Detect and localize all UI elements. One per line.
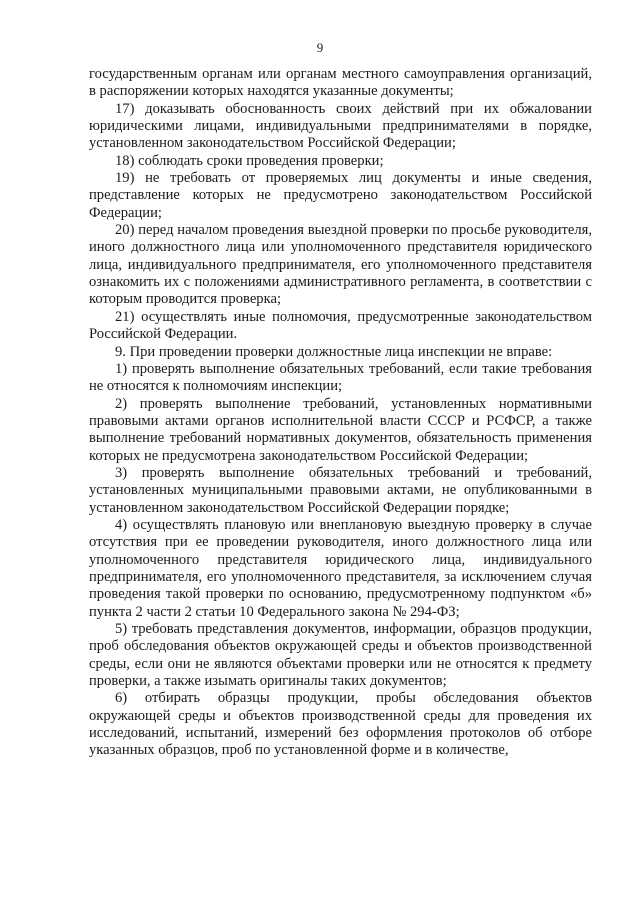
paragraph-prohibition-1: 1) проверять выполнение обязательных требований, если такие требования не относятся к полномочиям инспекции; — [89, 360, 592, 395]
paragraph-item-21: 21) осуществлять иные полномочия, предусмотренные законодательством Российской Федерации. — [89, 308, 592, 343]
paragraph-prohibition-3: 3) проверять выполнение обязательных требований и требований, установленных муниципальными правовыми актами, не опубликованными в установленном законодательством Российской Федерации порядке; — [89, 464, 592, 516]
paragraph-prohibition-4: 4) осуществлять плановую или внеплановую выездную проверку в случае отсутствия при ее проведении руководителя, иного должностного лица или уполномоченного представителя юридического лица, индивидуального предпринимателя, его уполномоченного представителя, за исключением случая проведения такой проверки по основанию, предусмотренному подпунктом «б» пункта 2 части 2 статьи 10 Федерального закона № 294-ФЗ; — [89, 516, 592, 620]
paragraph-prohibition-2: 2) проверять выполнение требований, установленных нормативными правовыми актами органов исполнительной власти СССР и РСФСР, а также выполнение требований нормативных документов, обязательность применения которых не предусмотрена законодательством Российской Федерации; — [89, 395, 592, 464]
paragraph-section-9: 9. При проведении проверки должностные лица инспекции не вправе: — [115, 343, 553, 360]
paragraph-item-18: 18) соблюдать сроки проведения проверки; — [115, 152, 384, 169]
paragraph-prohibition-5: 5) требовать представления документов, информации, образцов продукции, проб обследования объектов окружающей среды и объектов производственной среды, если они не являются объектами проверки или не относятся к предмету проверки, а также изымать оригиналы таких документов; — [89, 621, 592, 690]
page-number: 9 — [316, 40, 324, 55]
paragraph-prohibition-6: 6) отбирать образцы продукции, пробы обследования объектов окружающей среды и объектов производственной среды для проведения их исследований, испытаний, измерений без оформления протоколов об отборе указанных образцов, проб по установленной форме и в количестве, — [89, 690, 592, 759]
paragraph-continuation: государственным органам или органам местного самоуправления организаций, в распоряжении которых находятся указанные документы; — [89, 66, 592, 100]
paragraph-item-19: 19) не требовать от проверяемых лиц документы и иные сведения, представление которых не предусмотрено законодательством Российской Федерации; — [89, 170, 592, 221]
document-body — [89, 66, 592, 760]
paragraph-item-17: 17) доказывать обоснованность своих действий при их обжаловании юридическими лицами, индивидуальными предпринимателями в порядке, установленном законодательством Российской Федерации; — [89, 100, 592, 152]
paragraph-item-20: 20) перед началом проведения выездной проверки по просьбе руководителя, иного должностного лица или уполномоченного представителя юридического лица, индивидуального предпринимателя, его уполномоченного представителя ознакомить их с положениями административного регламента, в соответствии с которым проводится проверка; — [89, 222, 592, 308]
